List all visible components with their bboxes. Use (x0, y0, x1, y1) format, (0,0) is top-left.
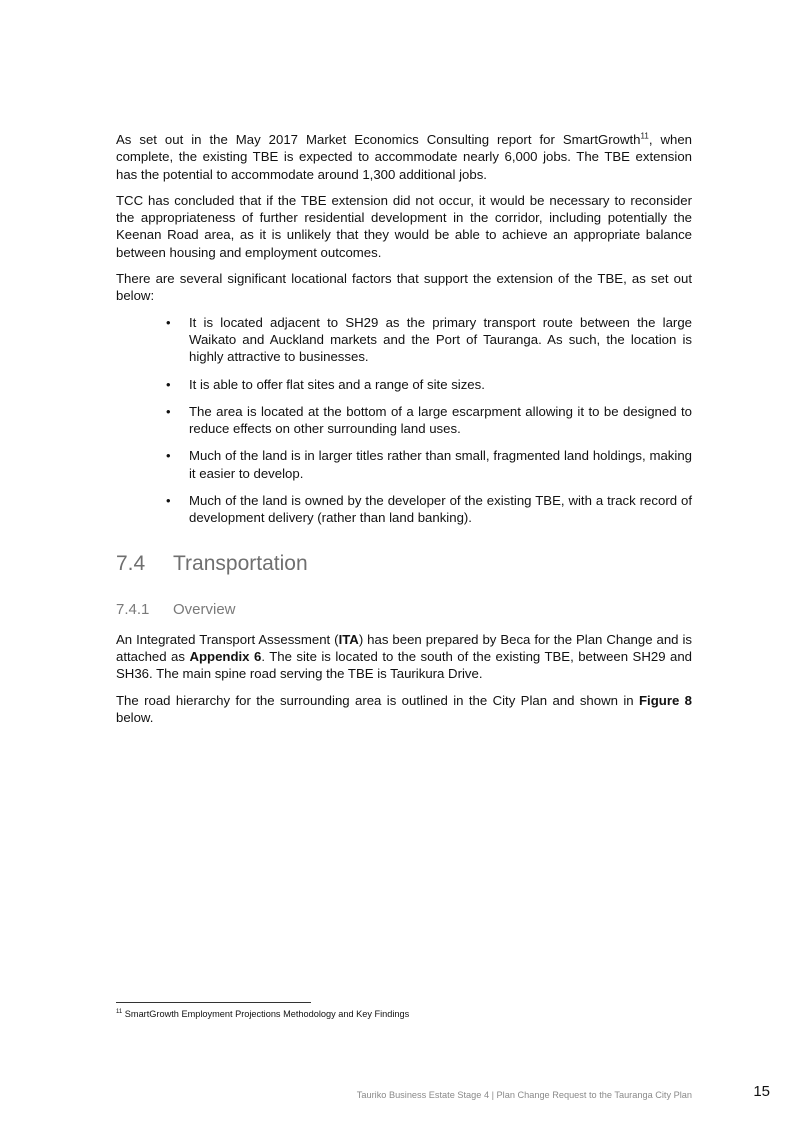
paragraph-tcc-conclusion: TCC has concluded that if the TBE extension did not occur, it would be necessary to reconsider the appropriateness of further residential development in the corridor, including potentially the Keenan Road area, as it is unlikely that they would be able to achieve an appropriate balance between housing and employment outcomes. (116, 192, 692, 260)
footnote-reference: 11 (640, 131, 649, 141)
bullet-icon: • (166, 493, 171, 509)
list-item-text: It is located adjacent to SH29 as the primary transport route between the large Waikato and Auckland markets and the Port of Tauranga. As such, the location is highly attractive to businesses. (189, 314, 692, 365)
paragraph-text: As set out in the May 2017 Market Economics Consulting report for SmartGrowth (116, 132, 641, 147)
subsection-number: 7.4.1 (116, 600, 150, 618)
section-title: Transportation (173, 551, 308, 575)
list-item-text: It is able to offer flat sites and a range of site sizes. (189, 376, 485, 392)
footnote-text: SmartGrowth Employment Projections Methodology and Key Findings (122, 1009, 410, 1019)
footnote-number: 11 (116, 1008, 123, 1015)
footnote-divider (116, 1002, 311, 1003)
list-item (166, 314, 692, 366)
list-item-text: The area is located at the bottom of a large escarpment allowing it to be designed to reduce effects on other surrounding land uses. (189, 403, 692, 437)
paragraph-text: The road hierarchy for the surrounding area is outlined in the City Plan and shown in (116, 692, 639, 708)
section-heading (116, 551, 692, 577)
list-item (166, 447, 692, 482)
list-item (166, 376, 692, 393)
paragraph-road-hierarchy (116, 692, 692, 727)
locational-factors-list (116, 314, 692, 527)
footnote (116, 1009, 409, 1020)
ita-abbreviation: ITA (338, 631, 359, 647)
subsection-heading (116, 601, 692, 619)
appendix-reference: Appendix 6 (189, 648, 262, 664)
paragraph-locational-factors: There are several significant locational factors that support the extension of the TBE, as set out below: (116, 271, 692, 304)
bullet-icon: • (166, 376, 171, 392)
subsection-title: Overview (173, 600, 236, 618)
list-item-text: Much of the land is in larger titles rather than small, fragmented land holdings, making it easier to develop. (189, 448, 692, 481)
page-content (116, 131, 692, 735)
paragraph-text: , when complete, the existing TBE is expected to accommodate nearly 6,000 jobs. The TBE extension has the potential to accommodate around 1,300 additional jobs. (116, 132, 692, 182)
paragraph-text: . The site is located to the south of the existing TBE, between SH29 and SH36. The main spine road serving the TBE is Taurikura Drive. (116, 648, 692, 682)
paragraph-text: ) has been prepared by Beca for the Plan Change and is attached as (116, 631, 692, 664)
page-number: 15 (753, 1083, 770, 1100)
section-number: 7.4 (116, 551, 146, 575)
paragraph-market-economics (116, 131, 692, 183)
bullet-icon: • (166, 403, 171, 419)
paragraph-text: below. (116, 709, 154, 725)
paragraph-ita (116, 631, 692, 683)
list-item (166, 403, 692, 438)
figure-reference: Figure 8 (638, 692, 692, 708)
list-item-text: Much of the land is owned by the developer of the existing TBE, with a track record of development delivery (rather than land banking). (189, 493, 692, 526)
list-item (166, 492, 692, 527)
bullet-icon: • (166, 448, 171, 464)
page-footer: Tauriko Business Estate Stage 4 | Plan Change Request to the Tauranga City Plan (356, 1090, 692, 1100)
bullet-icon: • (166, 314, 171, 330)
paragraph-text: An Integrated Transport Assessment ( (116, 631, 339, 647)
